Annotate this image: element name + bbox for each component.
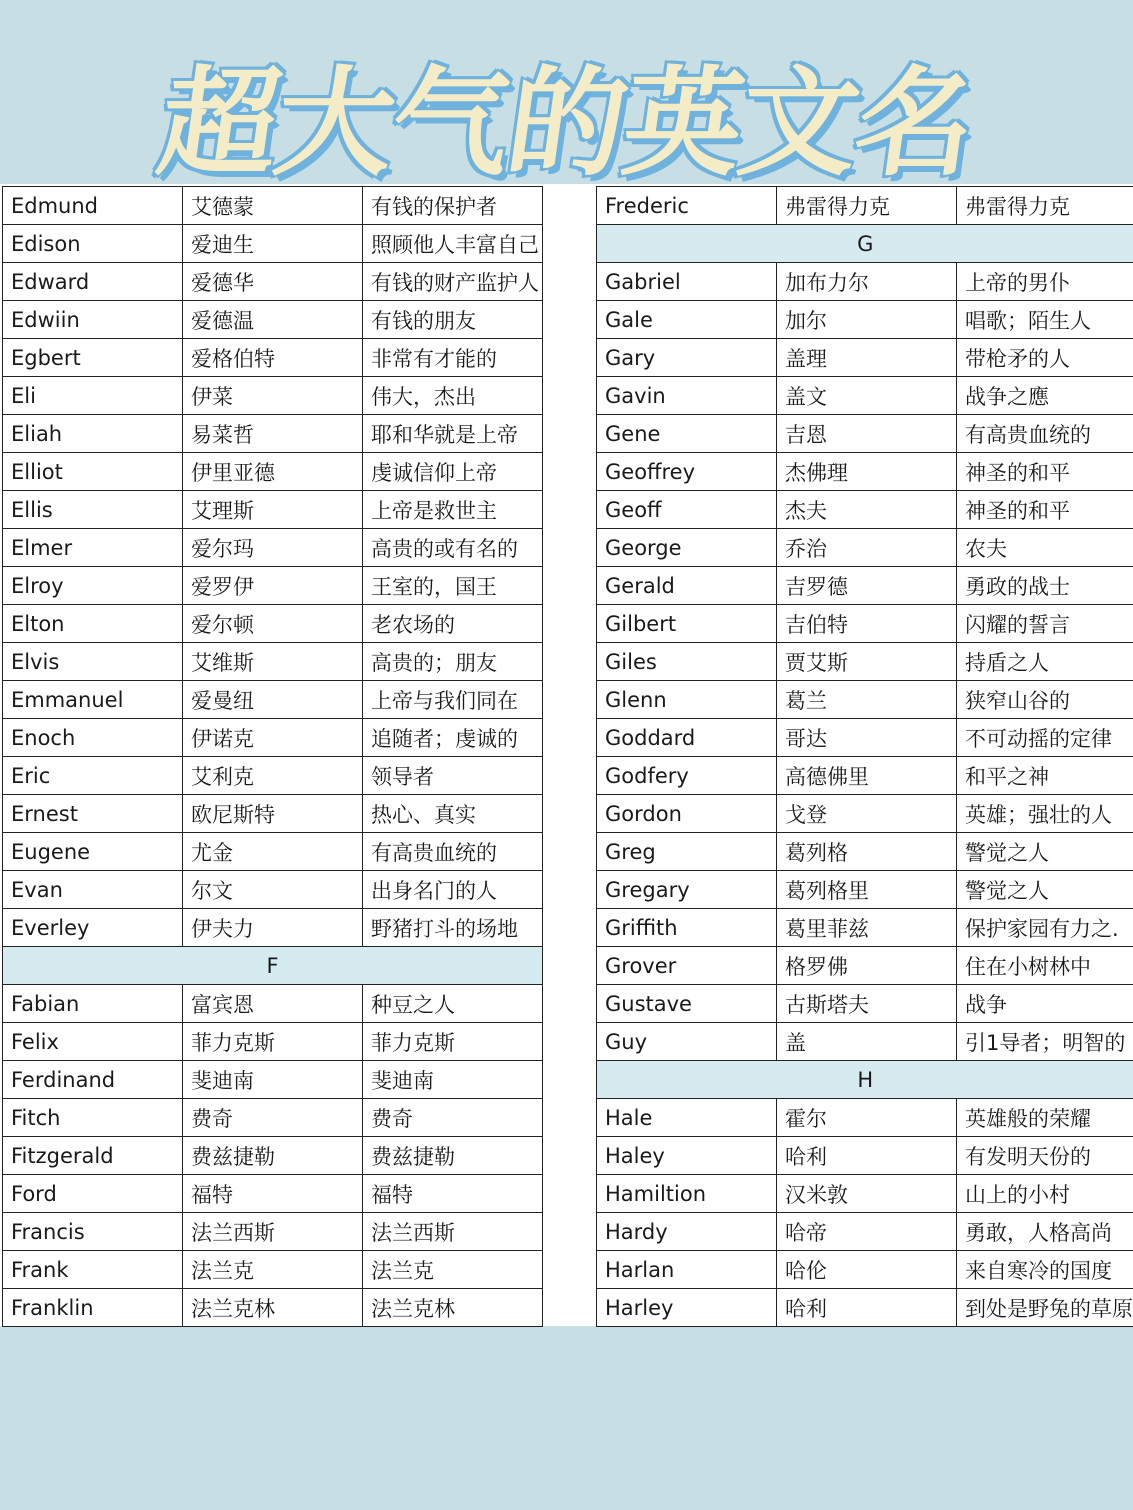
- table-row: [3, 301, 543, 339]
- chinese-name-cell: 爱罗伊: [183, 567, 363, 605]
- chinese-name-cell: 菲力克斯: [183, 1023, 363, 1061]
- table-row: [597, 301, 1133, 339]
- english-name-cell: Ford: [3, 1175, 183, 1213]
- english-name-cell: Ernest: [3, 795, 183, 833]
- chinese-name-cell: 乔治: [777, 529, 957, 567]
- chinese-name-cell: 爱尔玛: [183, 529, 363, 567]
- table-row: [597, 415, 1133, 453]
- table-row: [597, 719, 1133, 757]
- meaning-cell: 持盾之人: [957, 643, 1133, 681]
- table-row: [597, 1213, 1133, 1251]
- english-name-cell: Greg: [597, 833, 777, 871]
- chinese-name-cell: 葛兰: [777, 681, 957, 719]
- chinese-name-cell: 费兹捷勒: [183, 1137, 363, 1175]
- english-name-cell: Francis: [3, 1213, 183, 1251]
- table-row: [597, 605, 1133, 643]
- meaning-cell: 战争之應: [957, 377, 1133, 415]
- table-row: [3, 529, 543, 567]
- english-name-cell: Egbert: [3, 339, 183, 377]
- meaning-cell: 神圣的和平: [957, 453, 1133, 491]
- english-name-cell: Felix: [3, 1023, 183, 1061]
- english-name-cell: Fabian: [3, 985, 183, 1023]
- section-header-row: [3, 947, 543, 985]
- english-name-cell: Everley: [3, 909, 183, 947]
- table-row: [3, 833, 543, 871]
- table-row: [3, 1099, 543, 1137]
- meaning-cell: 上帝的男仆: [957, 263, 1133, 301]
- english-name-cell: Harlan: [597, 1251, 777, 1289]
- english-name-cell: Griffith: [597, 909, 777, 947]
- meaning-cell: 有高贵血统的: [957, 415, 1133, 453]
- chinese-name-cell: 加布力尔: [777, 263, 957, 301]
- section-letter: G: [597, 225, 1133, 263]
- table-row: [3, 643, 543, 681]
- meaning-cell: 狭窄山谷的: [957, 681, 1133, 719]
- table-row: [3, 985, 543, 1023]
- meaning-cell: 神圣的和平: [957, 491, 1133, 529]
- english-name-cell: Grover: [597, 947, 777, 985]
- table-row: [3, 909, 543, 947]
- table-row: [597, 1251, 1133, 1289]
- chinese-name-cell: 高德佛里: [777, 757, 957, 795]
- english-name-cell: Fitch: [3, 1099, 183, 1137]
- chinese-name-cell: 哥达: [777, 719, 957, 757]
- meaning-cell: 农夫: [957, 529, 1133, 567]
- table-row: [597, 1289, 1133, 1327]
- english-name-cell: Edwiin: [3, 301, 183, 339]
- meaning-cell: 非常有才能的: [363, 339, 543, 377]
- meaning-cell: 法兰西斯: [363, 1213, 543, 1251]
- english-name-cell: Frank: [3, 1251, 183, 1289]
- table-row: [597, 795, 1133, 833]
- table-row: [3, 1061, 543, 1099]
- table-row: [597, 1099, 1133, 1137]
- section-header-row: [597, 1061, 1133, 1099]
- table-row: [597, 643, 1133, 681]
- english-name-cell: Goddard: [597, 719, 777, 757]
- table-row: [597, 681, 1133, 719]
- english-name-cell: Gene: [597, 415, 777, 453]
- section-letter: H: [597, 1061, 1133, 1099]
- chinese-name-cell: 伊夫力: [183, 909, 363, 947]
- table-row: [597, 871, 1133, 909]
- table-row: [597, 1175, 1133, 1213]
- meaning-cell: 热心、真实: [363, 795, 543, 833]
- chinese-name-cell: 吉恩: [777, 415, 957, 453]
- meaning-cell: 法兰克林: [363, 1289, 543, 1327]
- names-table-right: [596, 186, 1133, 1327]
- chinese-name-cell: 盖理: [777, 339, 957, 377]
- english-name-cell: Geoffrey: [597, 453, 777, 491]
- table-row: [3, 871, 543, 909]
- names-table-left: [2, 186, 543, 1327]
- table-row: [3, 1137, 543, 1175]
- table-row: [3, 567, 543, 605]
- meaning-cell: 弗雷得力克: [957, 187, 1133, 225]
- chinese-name-cell: 霍尔: [777, 1099, 957, 1137]
- chinese-name-cell: 杰佛理: [777, 453, 957, 491]
- english-name-cell: Ellis: [3, 491, 183, 529]
- table-row: [3, 263, 543, 301]
- page-title: 超大气的英文名: [150, 54, 983, 192]
- chinese-name-cell: 哈利: [777, 1289, 957, 1327]
- english-name-cell: Eli: [3, 377, 183, 415]
- chinese-name-cell: 盖文: [777, 377, 957, 415]
- meaning-cell: 菲力克斯: [363, 1023, 543, 1061]
- meaning-cell: 王室的，国王: [363, 567, 543, 605]
- meaning-cell: 英雄般的荣耀: [957, 1099, 1133, 1137]
- meaning-cell: 费奇: [363, 1099, 543, 1137]
- chinese-name-cell: 哈帝: [777, 1213, 957, 1251]
- meaning-cell: 虔诚信仰上帝: [363, 453, 543, 491]
- meaning-cell: 有钱的朋友: [363, 301, 543, 339]
- english-name-cell: Gabriel: [597, 263, 777, 301]
- table-row: [3, 795, 543, 833]
- table-row: [597, 985, 1133, 1023]
- meaning-cell: 住在小树林中: [957, 947, 1133, 985]
- meaning-cell: 上帝是救世主: [363, 491, 543, 529]
- chinese-name-cell: 格罗佛: [777, 947, 957, 985]
- english-name-cell: Giles: [597, 643, 777, 681]
- meaning-cell: 伟大，杰出: [363, 377, 543, 415]
- meaning-cell: 警觉之人: [957, 871, 1133, 909]
- chinese-name-cell: 哈利: [777, 1137, 957, 1175]
- chinese-name-cell: 杰夫: [777, 491, 957, 529]
- chinese-name-cell: 葛列格里: [777, 871, 957, 909]
- chinese-name-cell: 艾维斯: [183, 643, 363, 681]
- chinese-name-cell: 法兰克: [183, 1251, 363, 1289]
- meaning-cell: 勇政的战士: [957, 567, 1133, 605]
- english-name-cell: Franklin: [3, 1289, 183, 1327]
- english-name-cell: Hale: [597, 1099, 777, 1137]
- meaning-cell: 警觉之人: [957, 833, 1133, 871]
- english-name-cell: Guy: [597, 1023, 777, 1061]
- chinese-name-cell: 戈登: [777, 795, 957, 833]
- meaning-cell: 追随者；虔诚的: [363, 719, 543, 757]
- english-name-cell: Elliot: [3, 453, 183, 491]
- english-name-cell: Harley: [597, 1289, 777, 1327]
- chinese-name-cell: 爱迪生: [183, 225, 363, 263]
- chinese-name-cell: 爱尔顿: [183, 605, 363, 643]
- chinese-name-cell: 艾利克: [183, 757, 363, 795]
- sheet-gap: [545, 184, 591, 1326]
- meaning-cell: 到处是野兔的草原: [957, 1289, 1133, 1327]
- chinese-name-cell: 法兰克林: [183, 1289, 363, 1327]
- meaning-cell: 法兰克: [363, 1251, 543, 1289]
- meaning-cell: 野猪打斗的场地: [363, 909, 543, 947]
- chinese-name-cell: 吉伯特: [777, 605, 957, 643]
- chinese-name-cell: 欧尼斯特: [183, 795, 363, 833]
- chinese-name-cell: 福特: [183, 1175, 363, 1213]
- english-name-cell: Gregary: [597, 871, 777, 909]
- table-row: [597, 377, 1133, 415]
- meaning-cell: 战争: [957, 985, 1133, 1023]
- english-name-cell: Emmanuel: [3, 681, 183, 719]
- table-row: [597, 1137, 1133, 1175]
- chinese-name-cell: 易菜哲: [183, 415, 363, 453]
- table-row: [597, 833, 1133, 871]
- chinese-name-cell: 葛列格: [777, 833, 957, 871]
- table-row: [3, 719, 543, 757]
- english-name-cell: Gale: [597, 301, 777, 339]
- meaning-cell: 来自寒冷的国度: [957, 1251, 1133, 1289]
- english-name-cell: Gerald: [597, 567, 777, 605]
- english-name-cell: Elmer: [3, 529, 183, 567]
- table-row: [597, 491, 1133, 529]
- meaning-cell: 领导者: [363, 757, 543, 795]
- chinese-name-cell: 伊里亚德: [183, 453, 363, 491]
- chinese-name-cell: 艾德蒙: [183, 187, 363, 225]
- english-name-cell: Eugene: [3, 833, 183, 871]
- chinese-name-cell: 爱格伯特: [183, 339, 363, 377]
- meaning-cell: 和平之神: [957, 757, 1133, 795]
- english-name-cell: Gilbert: [597, 605, 777, 643]
- meaning-cell: 带枪矛的人: [957, 339, 1133, 377]
- english-name-cell: Edward: [3, 263, 183, 301]
- chinese-name-cell: 尔文: [183, 871, 363, 909]
- meaning-cell: 高贵的；朋友: [363, 643, 543, 681]
- english-name-cell: Elton: [3, 605, 183, 643]
- table-row: [3, 757, 543, 795]
- chinese-name-cell: 伊诺克: [183, 719, 363, 757]
- chinese-name-cell: 哈伦: [777, 1251, 957, 1289]
- table-row: [3, 1213, 543, 1251]
- meaning-cell: 山上的小村: [957, 1175, 1133, 1213]
- english-name-cell: Geoff: [597, 491, 777, 529]
- english-name-cell: Frederic: [597, 187, 777, 225]
- table-row: [597, 1023, 1133, 1061]
- chinese-name-cell: 伊菜: [183, 377, 363, 415]
- chinese-name-cell: 法兰西斯: [183, 1213, 363, 1251]
- english-name-cell: Hardy: [597, 1213, 777, 1251]
- table-row: [3, 339, 543, 377]
- table-row: [3, 1175, 543, 1213]
- meaning-cell: 有钱的财产监护人: [363, 263, 543, 301]
- table-row: [3, 605, 543, 643]
- chinese-name-cell: 爱德华: [183, 263, 363, 301]
- table-row: [597, 339, 1133, 377]
- chinese-name-cell: 弗雷得力克: [777, 187, 957, 225]
- chinese-name-cell: 贾艾斯: [777, 643, 957, 681]
- chinese-name-cell: 斐迪南: [183, 1061, 363, 1099]
- english-name-cell: Hamiltion: [597, 1175, 777, 1213]
- english-name-cell: Fitzgerald: [3, 1137, 183, 1175]
- english-name-cell: Evan: [3, 871, 183, 909]
- table-row: [597, 757, 1133, 795]
- table-row: [3, 453, 543, 491]
- meaning-cell: 耶和华就是上帝: [363, 415, 543, 453]
- table-row: [597, 529, 1133, 567]
- meaning-cell: 高贵的或有名的: [363, 529, 543, 567]
- english-name-cell: Elvis: [3, 643, 183, 681]
- chinese-name-cell: 加尔: [777, 301, 957, 339]
- meaning-cell: 照顾他人丰富自己: [363, 225, 543, 263]
- meaning-cell: 出身名门的人: [363, 871, 543, 909]
- chinese-name-cell: 艾理斯: [183, 491, 363, 529]
- english-name-cell: Eliah: [3, 415, 183, 453]
- table-row: [3, 491, 543, 529]
- english-name-cell: Haley: [597, 1137, 777, 1175]
- section-letter: F: [3, 947, 543, 985]
- chinese-name-cell: 盖: [777, 1023, 957, 1061]
- table-row: [3, 415, 543, 453]
- table-row: [3, 681, 543, 719]
- meaning-cell: 不可动摇的定律: [957, 719, 1133, 757]
- meaning-cell: 老农场的: [363, 605, 543, 643]
- table-row: [597, 263, 1133, 301]
- meaning-cell: 有钱的保护者: [363, 187, 543, 225]
- table-row: [597, 947, 1133, 985]
- table-row: [3, 1289, 543, 1327]
- english-name-cell: Gordon: [597, 795, 777, 833]
- chinese-name-cell: 葛里菲兹: [777, 909, 957, 947]
- table-row: [597, 453, 1133, 491]
- meaning-cell: 唱歌；陌生人: [957, 301, 1133, 339]
- table-row: [3, 1023, 543, 1061]
- meaning-cell: 保护家园有力之.: [957, 909, 1133, 947]
- table-row: [597, 909, 1133, 947]
- english-name-cell: Gavin: [597, 377, 777, 415]
- chinese-name-cell: 富宾恩: [183, 985, 363, 1023]
- english-name-cell: Glenn: [597, 681, 777, 719]
- meaning-cell: 费兹捷勒: [363, 1137, 543, 1175]
- meaning-cell: 斐迪南: [363, 1061, 543, 1099]
- meaning-cell: 勇敢，人格高尚: [957, 1213, 1133, 1251]
- table-row: [3, 225, 543, 263]
- chinese-name-cell: 汉米敦: [777, 1175, 957, 1213]
- meaning-cell: 有高贵血统的: [363, 833, 543, 871]
- english-name-cell: Gustave: [597, 985, 777, 1023]
- chinese-name-cell: 吉罗德: [777, 567, 957, 605]
- meaning-cell: 种豆之人: [363, 985, 543, 1023]
- chinese-name-cell: 费奇: [183, 1099, 363, 1137]
- english-name-cell: George: [597, 529, 777, 567]
- table-row: [3, 1251, 543, 1289]
- meaning-cell: 上帝与我们同在: [363, 681, 543, 719]
- meaning-cell: 英雄；强壮的人: [957, 795, 1133, 833]
- section-header-row: [597, 225, 1133, 263]
- meaning-cell: 闪耀的誓言: [957, 605, 1133, 643]
- chinese-name-cell: 古斯塔夫: [777, 985, 957, 1023]
- english-name-cell: Edison: [3, 225, 183, 263]
- meaning-cell: 有发明天份的: [957, 1137, 1133, 1175]
- english-name-cell: Enoch: [3, 719, 183, 757]
- english-name-cell: Gary: [597, 339, 777, 377]
- table-row: [597, 567, 1133, 605]
- english-name-cell: Elroy: [3, 567, 183, 605]
- english-name-cell: Godfery: [597, 757, 777, 795]
- english-name-cell: Edmund: [3, 187, 183, 225]
- chinese-name-cell: 尤金: [183, 833, 363, 871]
- english-name-cell: Ferdinand: [3, 1061, 183, 1099]
- english-name-cell: Eric: [3, 757, 183, 795]
- chinese-name-cell: 爱曼纽: [183, 681, 363, 719]
- table-row: [3, 377, 543, 415]
- meaning-cell: 引1导者；明智的: [957, 1023, 1133, 1061]
- chinese-name-cell: 爱德温: [183, 301, 363, 339]
- meaning-cell: 福特: [363, 1175, 543, 1213]
